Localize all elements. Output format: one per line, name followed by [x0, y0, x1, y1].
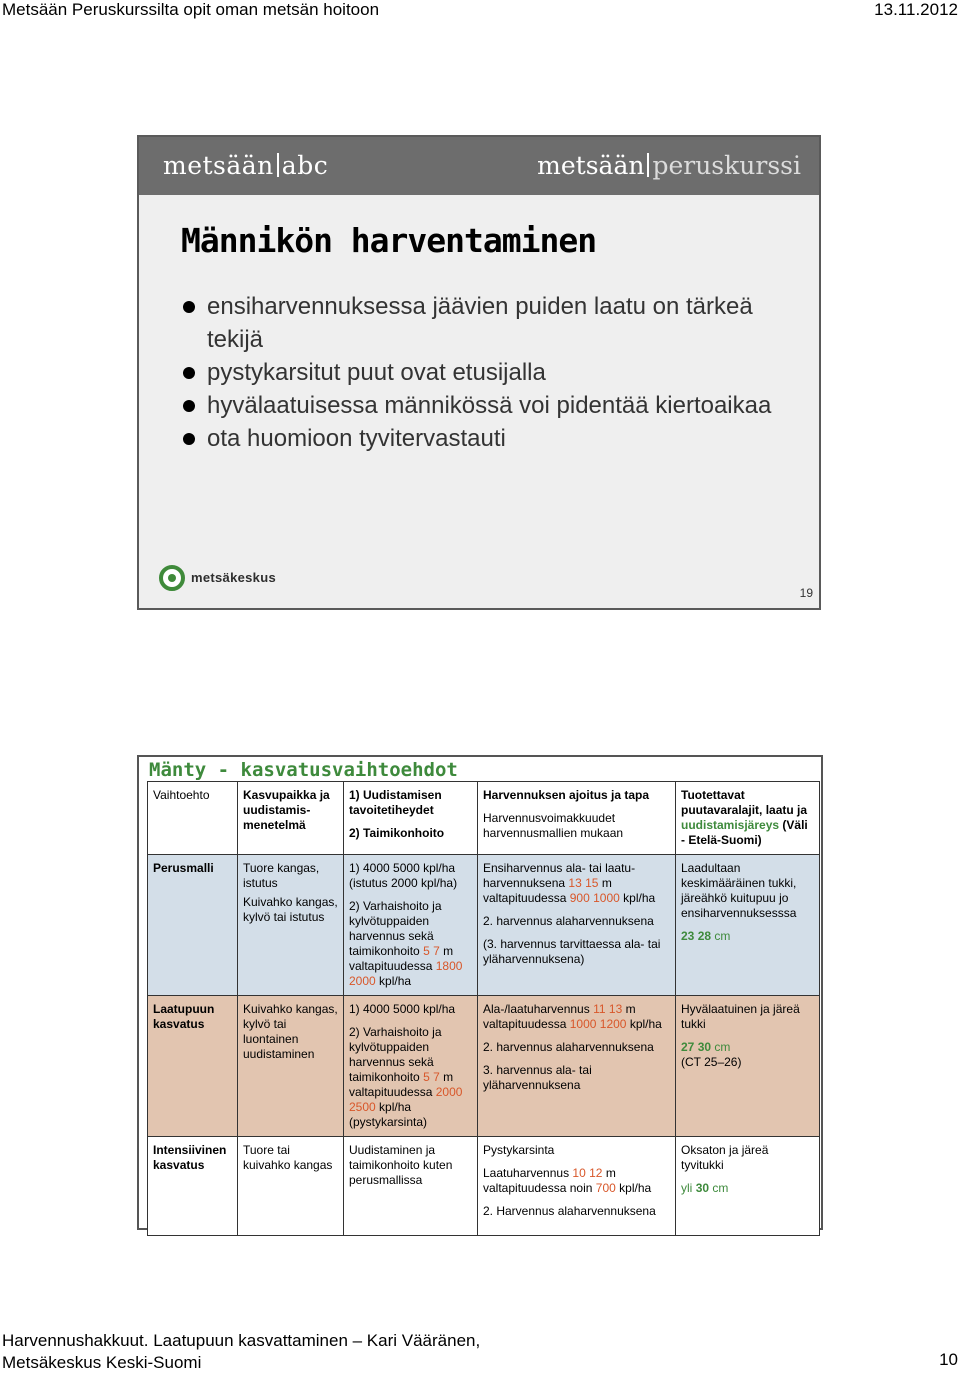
bullet-icon	[183, 400, 195, 412]
metsaan-peruskurssi-logo: metsään peruskurssi	[537, 151, 801, 180]
table-row	[148, 1137, 820, 1236]
page-number: 10	[939, 1350, 958, 1369]
table-row	[148, 855, 820, 996]
metsakeskus-logo: metsäkeskus	[159, 565, 279, 599]
bullet-item: hyvälaatuisessa männikössä voi pidentää kiertoaikaa	[181, 389, 781, 422]
slide-number: 19	[799, 586, 813, 600]
table-cell: 1) 4000 5000 kpl/ha 2) Varhaishoito ja kylvötuppaiden harvennus sekä taimikonhoito 5 7 m valtapituudessa 2000 2500 kpl/ha (pystykarsinta)	[344, 996, 478, 1137]
slide-19	[137, 135, 821, 610]
table-cell: Perusmalli	[148, 855, 238, 996]
table-cell: Ensiharvennus ala- tai laatu-harvennuksena 13 15 m valtapituudessa 900 1000 kpl/ha 2. harvennus alaharvennuksena (3. harvennus tarvittaessa ala- tai yläharvennuksena)	[478, 855, 676, 996]
slide-title: Mänty - kasvatusvaihtoehdot	[149, 759, 458, 781]
bullet-item: pystykarsitut puut ovat etusijalla	[181, 356, 781, 389]
table-row	[148, 996, 820, 1137]
header-cell: Harvennuksen ajoitus ja tapa Harvennusvoimakkuudet harvennusmallien mukaan	[478, 782, 676, 855]
bullet-icon	[183, 433, 195, 445]
metsakeskus-ring-icon	[159, 565, 185, 591]
page-footer	[2, 1330, 480, 1374]
footer-line-1: Harvennushakkuut. Laatupuun kasvattaminen – Kari Vääränen,	[2, 1331, 481, 1350]
table-cell: Kuivahko kangas, kylvö tai luontainen uudistaminen	[238, 996, 344, 1137]
slide-table	[137, 755, 823, 1230]
table-cell: Ala-/laatuharvennus 11 13 m valtapituudessa 1000 1200 kpl/ha 2. harvennus alaharvennuksena 3. harvennus ala- tai yläharvennuksena	[478, 996, 676, 1137]
table-cell: 1) 4000 5000 kpl/ha (istutus 2000 kpl/ha) 2) Varhaishoito ja kylvötuppaiden harvennus sekä taimikonhoito 5 7 m valtapituudessa 1800 2000 kpl/ha	[344, 855, 478, 996]
header-date: 13.11.2012	[874, 0, 958, 19]
bullet-item: ota huomioon tyvitervastauti	[181, 422, 781, 455]
table-cell: Laadultaan keskimääräinen tukki, järeähkö kuitupuu jo ensiharvennuksesssa 23 28 cm	[676, 855, 820, 996]
table-cell: Uudistaminen ja taimikonhoito kuten perusmallissa	[344, 1137, 478, 1236]
footer-line-2: Metsäkeskus Keski-Suomi	[2, 1353, 202, 1372]
header-cell: Vaihtoehto	[148, 782, 238, 855]
header-cell: 1) Uudistamisen tavoitetiheydet 2) Taimikonhoito	[344, 782, 478, 855]
header-cell: Kasvupaikka ja uudistamis-menetelmä	[238, 782, 344, 855]
slide-title: Männikön harventaminen	[181, 221, 597, 260]
header-title: Metsään Peruskurssilta opit oman metsän hoitoon	[2, 0, 380, 19]
bullet-item: ensiharvennuksessa jäävien puiden laatu on tärkeä tekijä	[181, 290, 781, 356]
slide-header-band	[139, 137, 819, 195]
table-cell: Laatupuun kasvatus	[148, 996, 238, 1137]
header-cell: Tuotettavat puutavaralajit, laatu ja uudistamisjäreys (Väli - Etelä-Suomi)	[676, 782, 820, 855]
table-cell: Tuore tai kuivahko kangas	[238, 1137, 344, 1236]
bullet-icon	[183, 301, 195, 313]
metsaan-abc-logo: metsään abc	[163, 151, 329, 180]
table-cell: Tuore kangas, istutus Kuivahko kangas, kylvö tai istutus	[238, 855, 344, 996]
table-cell: Intensiivinen kasvatus	[148, 1137, 238, 1236]
bullet-list	[181, 290, 781, 455]
table-cell: Hyvälaatuinen ja järeä tukki 27 30 cm (CT 25–26)	[676, 996, 820, 1137]
page-header	[0, 0, 960, 20]
table-header-row	[148, 782, 820, 855]
table-cell: Oksaton ja järeä tyvitukki yli 30 cm	[676, 1137, 820, 1236]
table-cell: Pystykarsinta Laatuharvennus 10 12 m valtapituudessa noin 700 kpl/ha 2. Harvennus alaharvennuksena	[478, 1137, 676, 1236]
options-table	[147, 781, 820, 1236]
bullet-icon	[183, 367, 195, 379]
